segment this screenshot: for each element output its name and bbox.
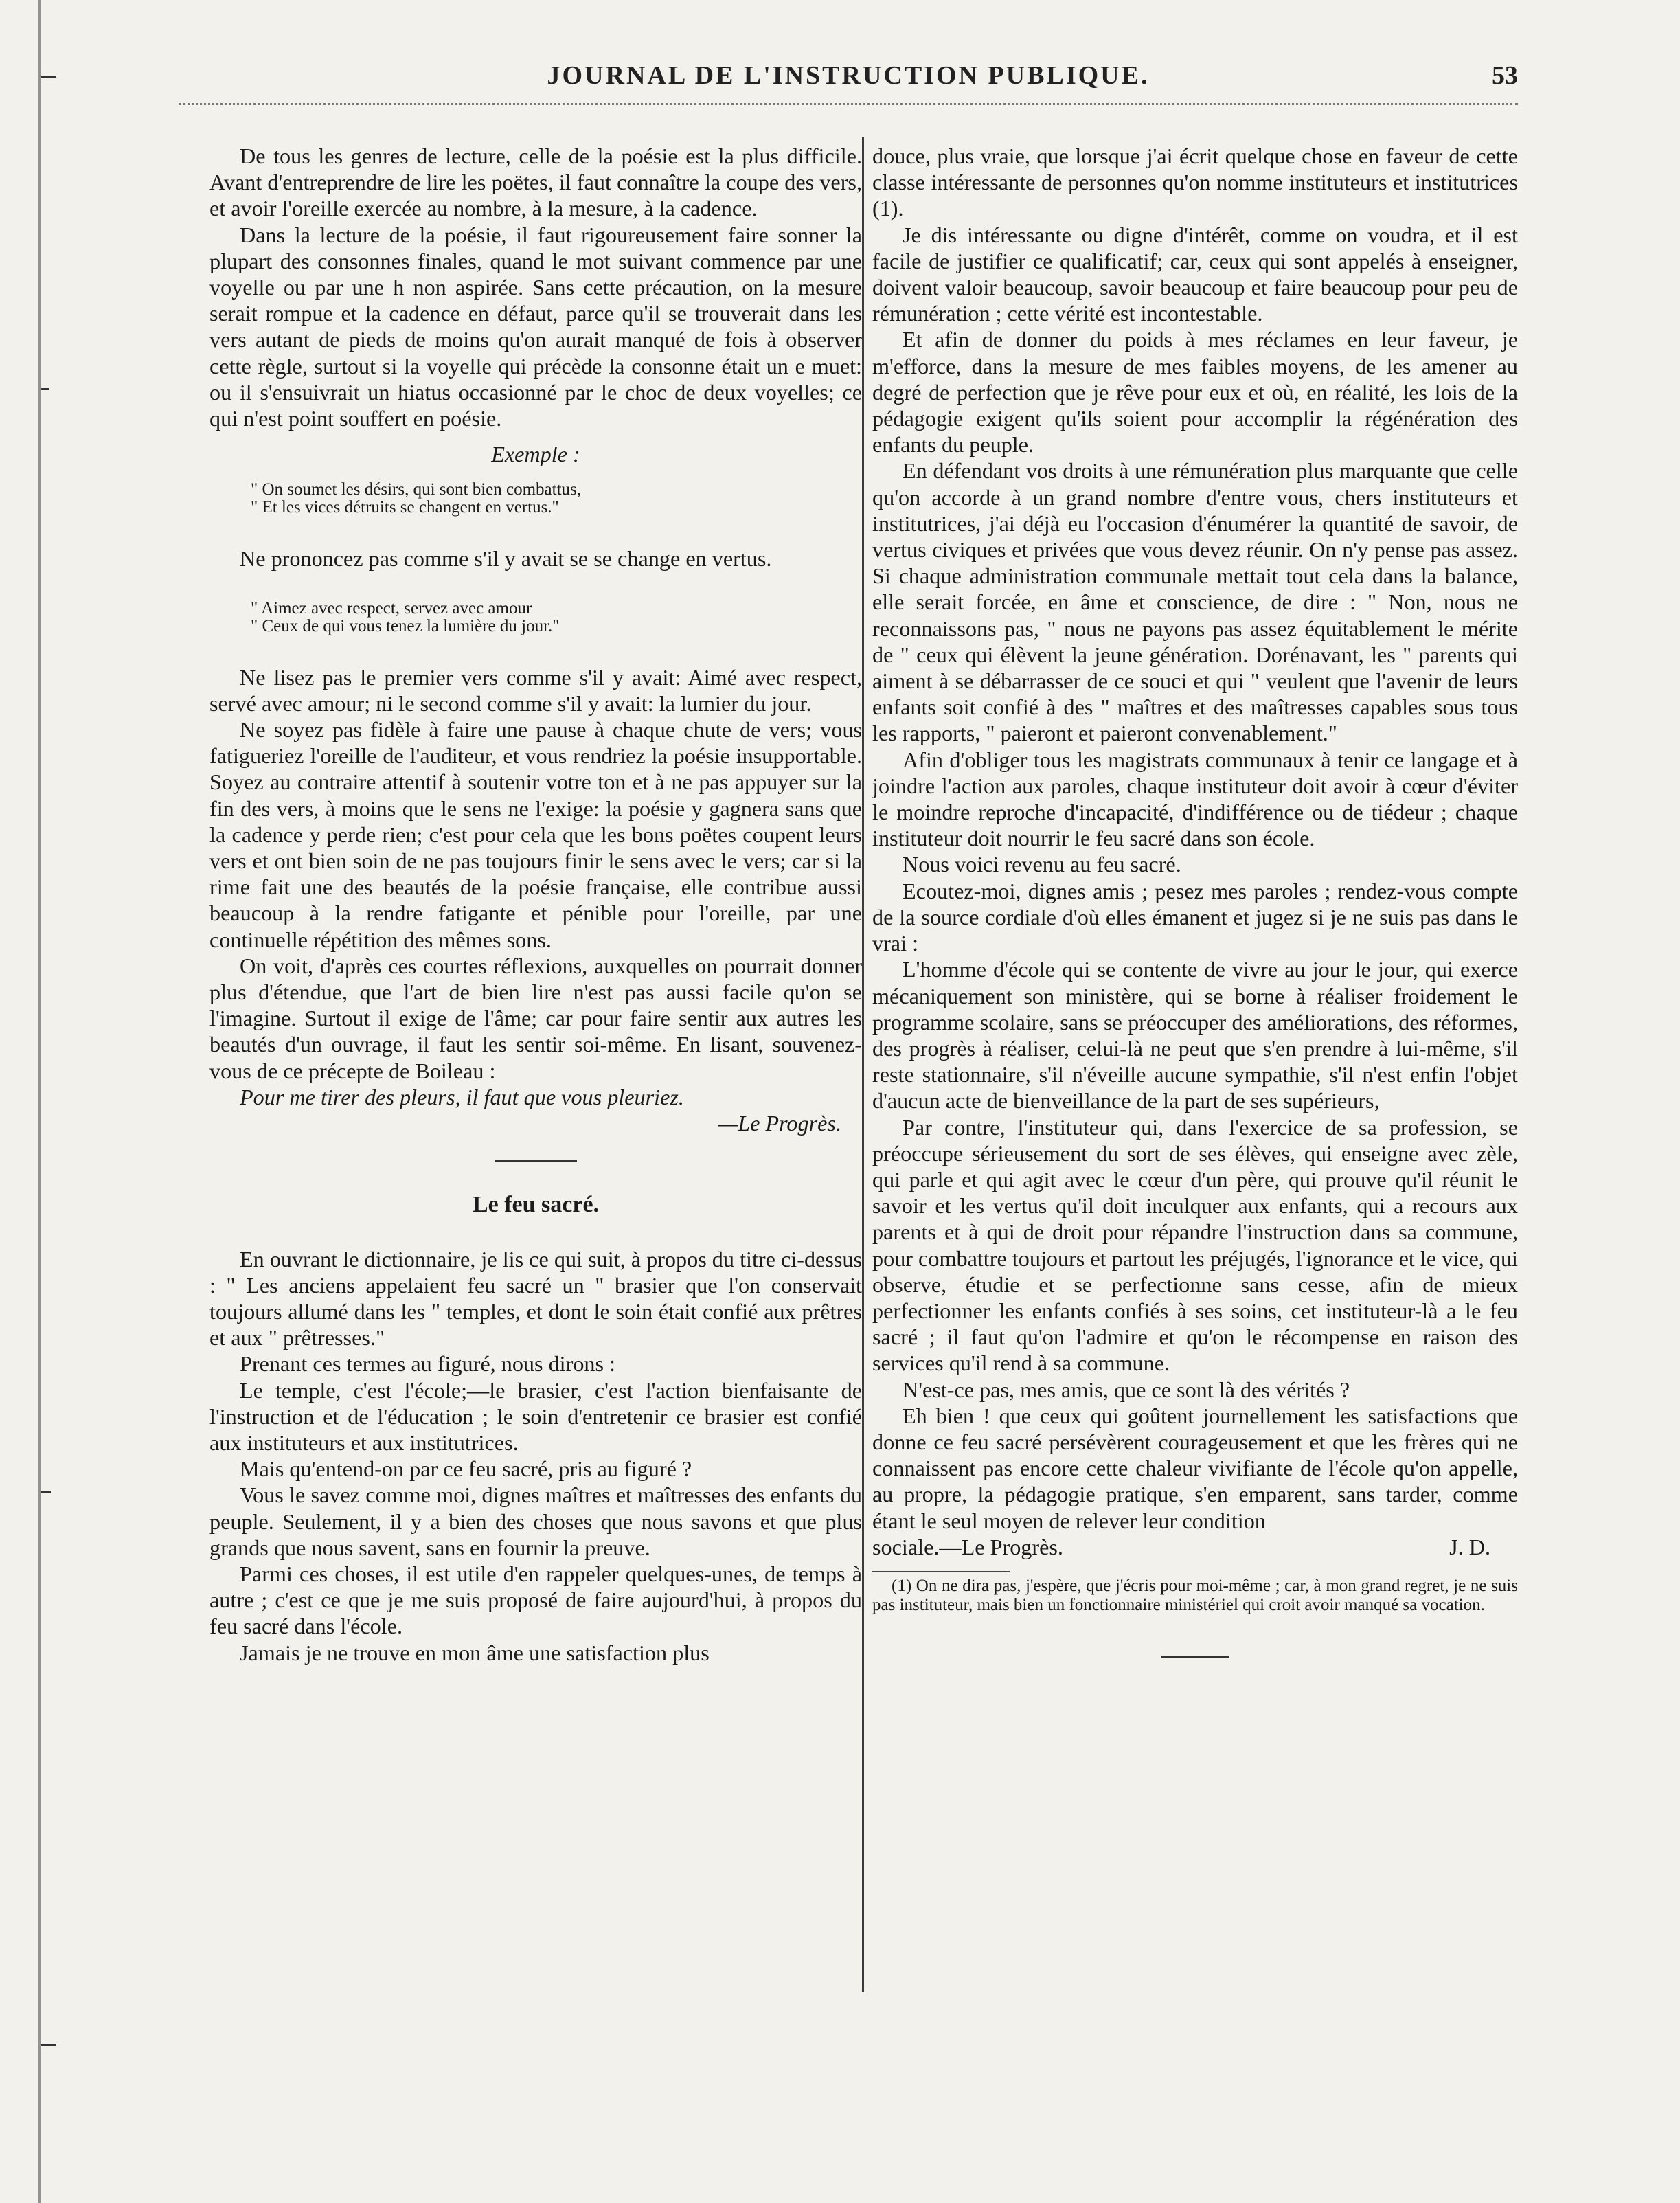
footnote-rule bbox=[872, 1571, 1010, 1572]
paragraph: N'est-ce pas, mes amis, que ce sont là des vérités ? bbox=[903, 1377, 1350, 1402]
signature-text: sociale.—Le Progrès. bbox=[872, 1534, 1063, 1559]
binding-mark bbox=[41, 76, 56, 78]
page-header bbox=[179, 60, 1518, 102]
page-number: 53 bbox=[1492, 61, 1518, 90]
verse-block bbox=[209, 600, 862, 635]
binding-mark bbox=[41, 388, 49, 390]
paragraph: On voit, d'après ces courtes réflexions, auxquelles on pourrait donner plus d'étendue, que l'art de bien lire n'est pas aussi facile qu'on se l'imagine. Surtout il exige de l'âme; car pour faire sentir aux autres les beautés d'un ouvrage, il faut les sentir soi-même. En lisant, souvenez-vous de ce précepte de Boileau : bbox=[209, 953, 862, 1083]
paragraph: Ecoutez-moi, dignes amis ; pesez mes paroles ; rendez-vous compte de la source cordiale d'où elles émanent et jugez si je ne suis pas dans le vrai : bbox=[872, 878, 1518, 956]
paragraph: Je dis intéressante ou digne d'intérêt, comme on voudra, et il est facile de justifier ce qualificatif; car, ceux qui sont appelés à enseigner, doivent valoir beaucoup, savoir beaucoup et faire beaucoup pour peu de rémunération ; cette vérité est incontestable. bbox=[872, 222, 1518, 326]
header-rule bbox=[179, 103, 1518, 105]
paragraph: Ne prononcez pas comme s'il y avait se se change en vertus. bbox=[240, 546, 772, 572]
paragraph: Et afin de donner du poids à mes réclames en leur faveur, je m'efforce, dans la mesure de mes faibles moyens, de les amener au degré de perfection que je rêve pour eux et où, en réalité, les lois de la pédagogie exigent qu'ils soient pour accomplir la régénération des enfants du peuple. bbox=[872, 327, 1518, 457]
verse-line: " Et les vices détruits se changent en vertus." bbox=[251, 498, 559, 517]
page-binding-edge bbox=[38, 0, 41, 2203]
boileau-quote: Pour me tirer des pleurs, il faut que vous pleuriez. bbox=[240, 1084, 684, 1109]
journal-title: JOURNAL DE L'INSTRUCTION PUBLIQUE. bbox=[547, 61, 1150, 90]
paragraph: Par contre, l'instituteur qui, dans l'exercice de sa profession, se préoccupe sérieusement du sort de ses élèves, qui enseigne avec zèle, qui parle et qui agit avec le cœur d'un père, qui prouve qu'il réunit le savoir et les vertus qu'il doit inculquer aux enfants, qui a recours aux parents et à qui de droit pour répandre l'instruction dans sa commune, pour combattre toujours et partout les préjugés, l'ignorance et le vice, qui observe, étudie et se perfectionne sans cesse, afin de mieux perfectionner les enfants confiés à ses soins, cet instituteur-là a le feu sacré ; il faut qu'on l'admire et qu'on le récompense en raison des services qu'il rend à sa commune. bbox=[872, 1114, 1518, 1376]
verse-line: " On soumet les désirs, qui sont bien combattus, bbox=[251, 480, 581, 499]
paragraph: De tous les genres de lecture, celle de la poésie est la plus difficile. Avant d'entreprendre de lire les poëtes, il faut connaître la coupe des vers, et avoir l'oreille exercée au nombre, à la mesure, à la cadence. bbox=[209, 144, 862, 221]
article-heading: Le feu sacré. bbox=[472, 1192, 600, 1218]
paragraph: douce, plus vraie, que lorsque j'ai écrit quelque chose en faveur de cette classe intéressante de personnes qu'on nomme instituteurs et institutrices (1). bbox=[872, 144, 1518, 221]
verse-line: " Aimez avec respect, servez avec amour bbox=[251, 598, 532, 618]
binding-mark bbox=[41, 1491, 51, 1493]
paragraph: Nous voici revenu au feu sacré. bbox=[903, 852, 1181, 877]
verse-block bbox=[209, 481, 862, 517]
paragraph: Afin d'obliger tous les magistrats communaux à tenir ce langage et à joindre l'action aux paroles, chaque instituteur doit avoir à cœur d'éviter le moindre reproche d'incapacité, d'indifférence ou de tiédeur ; chaque instituteur doit nourrir le feu sacré dans son école. bbox=[872, 747, 1518, 851]
example-title: Exemple : bbox=[491, 442, 580, 467]
end-separator bbox=[1161, 1656, 1229, 1658]
paragraph: Vous le savez comme moi, dignes maîtres et maîtresses des enfants du peuple. Seulement, il y a bien des choses que nous savons et que plus grands que nous savent, sans en fournir la preuve. bbox=[209, 1482, 862, 1560]
attribution: —Le Progrès. bbox=[718, 1111, 841, 1136]
paragraph: En ouvrant le dictionnaire, je lis ce qui suit, à propos du titre ci-dessus : " Les anciens appelaient feu sacré un " brasier que l'on conservait toujours allumé dans les " temples, et dont le soin était confié aux prêtres et aux " prêtresses." bbox=[209, 1246, 862, 1351]
paragraph: Eh bien ! que ceux qui goûtent journellement les satisfactions que donne ce feu sacré persévèrent courageusement et que les frères qui ne connaissent pas encore cette chaleur vivifiante de l'école qu'on appelle, au propre, la pédagogie pratique, s'en emparent, sans tarder, comme étant le seul moyen de relever leur condition bbox=[872, 1403, 1518, 1533]
paragraph: Mais qu'entend-on par ce feu sacré, pris au figuré ? bbox=[240, 1456, 692, 1482]
paragraph: Parmi ces choses, il est utile d'en rappeler quelques-unes, de temps à autre ; c'est ce que je me suis proposé de faire aujourd'hui, à propos du feu sacré dans l'école. bbox=[209, 1561, 862, 1639]
paragraph: Prenant ces termes au figuré, nous dirons : bbox=[240, 1351, 616, 1377]
paragraph: L'homme d'école qui se contente de vivre au jour le jour, qui exerce mécaniquement son ministère, qui se borne à réaliser froidement le programme scolaire, sans se préoccuper des améliorations, des réformes, des progrès à réaliser, celui-là ne peut que s'en prendre à lui-même, s'il reste stationnaire, s'il n'éveille aucune sympathie, s'il n'est enfin l'objet d'aucun acte de bienveillance de la part de ses supérieurs, bbox=[872, 957, 1518, 1114]
verse-line: " Ceux de qui vous tenez la lumière du jour." bbox=[251, 616, 560, 635]
left-column bbox=[209, 143, 862, 1666]
paragraph: En défendant vos droits à une rémunération plus marquante que celle qu'on accorde à un grand nombre d'entre vous, chers instituteurs et institutrices, j'ai déjà eu l'occasion d'énumérer la quantité de savoir, de vertus civiques et privées que vous devez réunir. On n'y pense pas assez. Si chaque administration communale mettait tout cela dans la balance, elle serait forcée, en âme et conscience, de dire : " Non, nous ne reconnaissons pas, " nous ne payons pas assez équitablement le mérite de " ceux qui élèvent la jeune génération. Dorénavant, les " parents qui aiment à se débarrasser de ce souci et qui " veulent que l'avenir de leurs enfants soit confié à des " maîtres et des maîtresses capables sous tous les rapports, " paieront et paieront convenablement." bbox=[872, 458, 1518, 746]
paragraph: Jamais je ne trouve en mon âme une satisfaction plus bbox=[240, 1640, 710, 1665]
signature-line bbox=[872, 1534, 1518, 1560]
paragraph: Ne lisez pas le premier vers comme s'il y avait: Aimé avec respect, servé avec amour; ni le second comme s'il y avait: la lumier du jour. bbox=[209, 664, 862, 716]
section-separator bbox=[495, 1160, 577, 1162]
paragraph: Le temple, c'est l'école;—le brasier, c'est l'action bienfaisante de l'instruction et de l'éducation ; le soin d'entretenir ce brasier est confié aux instituteurs et aux institutrices. bbox=[209, 1377, 862, 1455]
footnote: (1) On ne dira pas, j'espère, que j'écris pour moi-même ; car, à mon grand regret, je ne suis pas instituteur, mais bien un fonctionnaire ministériel qui croit avoir manqué sa vocation. bbox=[872, 1576, 1518, 1614]
right-column bbox=[872, 143, 1518, 1658]
signature-initials: J. D. bbox=[1449, 1534, 1490, 1559]
column-divider bbox=[862, 137, 864, 1992]
binding-mark bbox=[41, 2044, 56, 2046]
paragraph: Dans la lecture de la poésie, il faut rigoureusement faire sonner la plupart des consonnes finales, quand le mot suivant commence par une voyelle ou par une h non aspirée. Sans cette précaution, on la mesure serait rompue et la cadence en défaut, parce qu'il se trouverait dans les vers autant de pieds de moins qu'on aurait manqué de fois à observer cette règle, surtout si la voyelle qui précède la consonne était un e muet: ou il s'ensuivrait un hiatus occasionné par le choc de deux voyelles; ce qui n'est point souffert en poésie. bbox=[209, 222, 862, 431]
paragraph: Ne soyez pas fidèle à faire une pause à chaque chute de vers; vous fatigueriez l'oreille de l'auditeur, et vous rendriez la poésie insupportable. Soyez au contraire attentif à soutenir votre ton et à ne pas appuyer sur la fin des vers, à moins que le sens ne l'exige: la poésie y gagnera sans que la cadence y perde rien; c'est pour cela que les bons poëtes coupent leurs vers et ont bien soin de ne pas toujours finir le sens avec le vers; car si la rime fait une des beautés de la poésie française, elle contribue aussi beaucoup à la rendre fatigante et pénible pour l'oreille, par une continuelle répétition des mêmes sons. bbox=[209, 717, 862, 952]
